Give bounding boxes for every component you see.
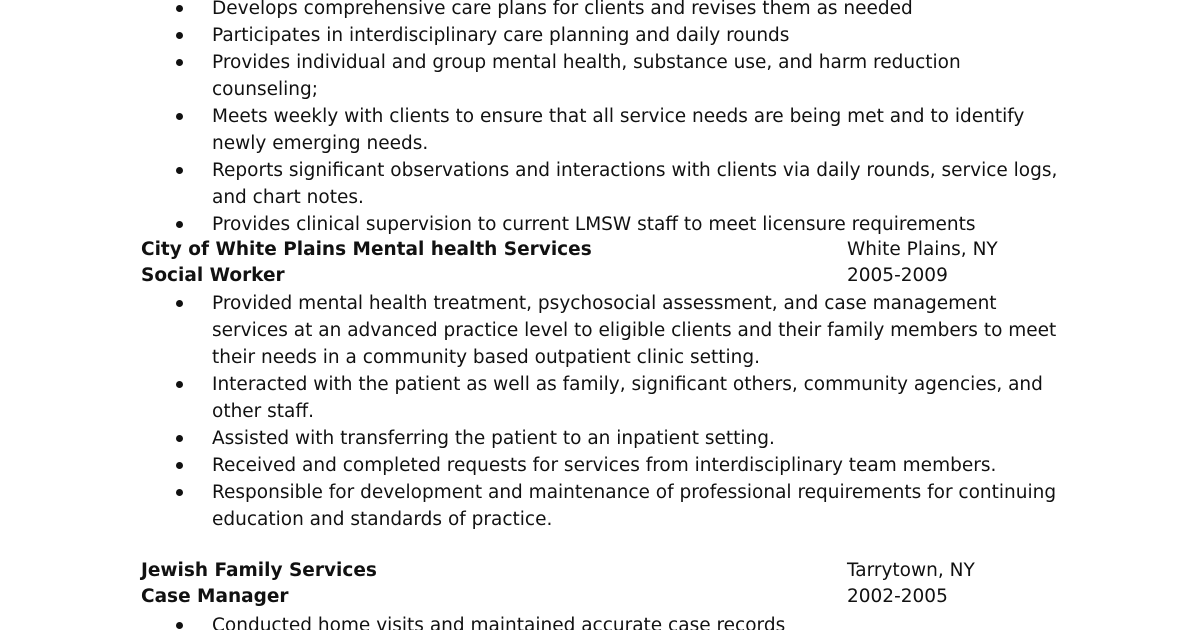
duty-text: Provides individual and group mental health, substance use, and harm reduction counseling; xyxy=(212,52,961,100)
bullet-icon xyxy=(176,32,183,39)
list-item xyxy=(0,22,1062,49)
bullet-icon xyxy=(176,221,183,228)
list-item xyxy=(0,0,1062,22)
duty-text: Assisted with transferring the patient to an inpatient setting. xyxy=(212,428,775,449)
bullet-icon xyxy=(176,381,183,388)
job-header-jewish-family-services xyxy=(141,558,1041,610)
bullet-icon xyxy=(176,622,183,629)
duty-text: Interacted with the patient as well as family, significant others, community agencies, and other staff. xyxy=(212,374,1043,422)
list-item xyxy=(0,49,1062,103)
job-org-row xyxy=(141,237,1041,263)
list-item xyxy=(0,290,1062,371)
job-header-white-plains xyxy=(141,237,1041,289)
bullet-icon xyxy=(176,300,183,307)
list-item xyxy=(0,479,1062,533)
job-dates: 2002-2005 xyxy=(847,586,948,607)
job-org-row xyxy=(141,558,1041,584)
duty-text: Responsible for development and maintenance of professional requirements for continuing education and standards of practice. xyxy=(212,482,1057,530)
bullet-icon xyxy=(176,5,183,12)
white-plains-duties-list xyxy=(0,290,1062,533)
duty-text: Develops comprehensive care plans for clients and revises them as needed xyxy=(212,0,913,19)
job-title-row xyxy=(141,263,1041,289)
bullet-icon xyxy=(176,435,183,442)
job-location: Tarrytown, NY xyxy=(847,560,975,581)
previous-job-duties-list xyxy=(0,0,1062,238)
duty-text: Provided mental health treatment, psychosocial assessment, and case management services at an advanced practice level to eligible clients and their family members to meet their needs in a community based outpatient clinic setting. xyxy=(212,293,1057,368)
bullet-icon xyxy=(176,113,183,120)
job-title: Case Manager xyxy=(141,586,289,607)
list-item xyxy=(0,157,1062,211)
list-item xyxy=(0,452,1062,479)
job-title: Social Worker xyxy=(141,265,285,286)
job-title-row xyxy=(141,584,1041,610)
duty-text: Provides clinical supervision to current LMSW staff to meet licensure requirements xyxy=(212,214,976,235)
duty-text: Received and completed requests for services from interdisciplinary team members. xyxy=(212,455,997,476)
list-item xyxy=(0,371,1062,425)
organization-name: City of White Plains Mental health Services xyxy=(141,239,592,260)
duty-text: Conducted home visits and maintained accurate case records xyxy=(212,615,786,630)
bullet-icon xyxy=(176,489,183,496)
duty-text: Meets weekly with clients to ensure that all service needs are being met and to identify newly emerging needs. xyxy=(212,106,1025,154)
organization-name: Jewish Family Services xyxy=(141,560,377,581)
job-dates: 2005-2009 xyxy=(847,265,948,286)
list-item xyxy=(0,103,1062,157)
duty-text: Participates in interdisciplinary care planning and daily rounds xyxy=(212,25,790,46)
job-location: White Plains, NY xyxy=(847,239,998,260)
list-item xyxy=(0,425,1062,452)
list-item xyxy=(0,612,1062,630)
jewish-family-services-duties-list xyxy=(0,612,1062,630)
bullet-icon xyxy=(176,167,183,174)
bullet-icon xyxy=(176,59,183,66)
duty-text: Reports significant observations and interactions with clients via daily rounds, service logs, and chart notes. xyxy=(212,160,1058,208)
list-item xyxy=(0,211,1062,238)
bullet-icon xyxy=(176,462,183,469)
